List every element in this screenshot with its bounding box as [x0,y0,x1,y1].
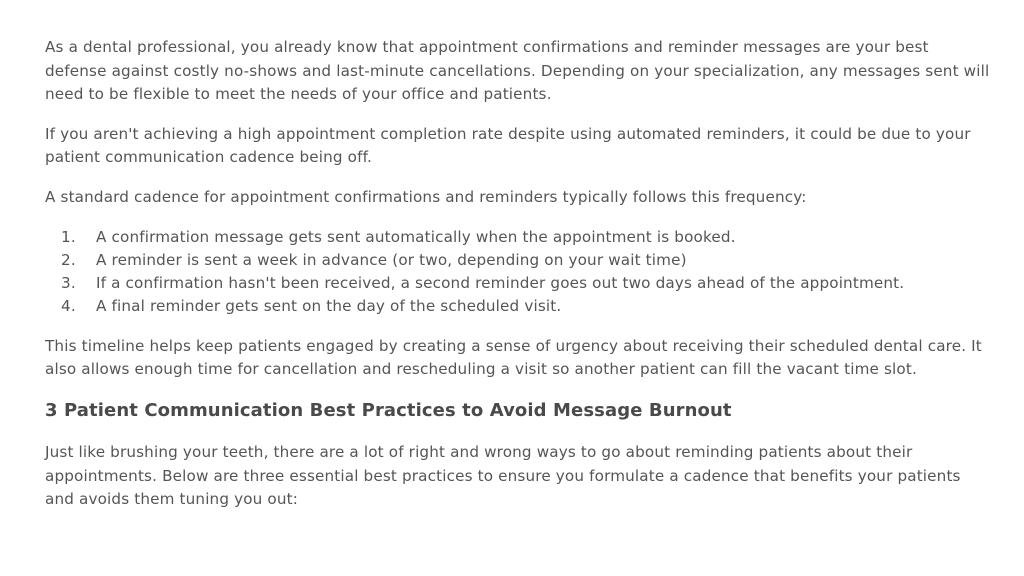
list-item-text: A confirmation message gets sent automatically when the appointment is booked. [96,227,736,246]
closing-paragraph: Just like brushing your teeth, there are a lot of right and wrong ways to go about reminding patients about their appointments. Below are three essential best practices to ensure you formulate a cadence that benefits your patients and avoids them tuning you out: [45,442,961,509]
intro-paragraph-2: If you aren't achieving a high appointment completion rate despite using automated reminders, it could be due to your patient communication cadence being off. [45,124,971,167]
list-item [45,295,990,318]
list-item-number: 4. [61,297,76,316]
article-content [45,36,990,528]
list-item [45,249,990,272]
section-heading: 3 Patient Communication Best Practices to Avoid Message Burnout [45,399,732,421]
list-item-number: 1. [61,227,76,246]
list-item [45,226,990,249]
list-item-text: A final reminder gets sent on the day of the scheduled visit. [96,297,562,316]
list-item-text: If a confirmation hasn't been received, a second reminder goes out two days ahead of the appointment. [96,274,905,293]
cadence-steps-list [45,226,990,319]
list-item-text: A reminder is sent a week in advance (or two, depending on your wait time) [96,250,687,269]
intro-paragraph-1: As a dental professional, you already know that appointment confirmations and reminder messages are your best defense against costly no-shows and last-minute cancellations. Depending on your specialization, any messages sent will need to be flexible to meet the needs of your office and patients. [45,38,990,104]
timeline-paragraph: This timeline helps keep patients engaged by creating a sense of urgency about receiving their scheduled dental care. It also allows enough time for cancellation and rescheduling a visit so another patient can fill the vacant time slot. [45,336,982,379]
list-item-number: 3. [61,274,76,293]
intro-paragraph-3: A standard cadence for appointment confirmations and reminders typically follows this frequency: [45,187,807,206]
list-item-number: 2. [61,250,76,269]
list-item [45,272,990,295]
